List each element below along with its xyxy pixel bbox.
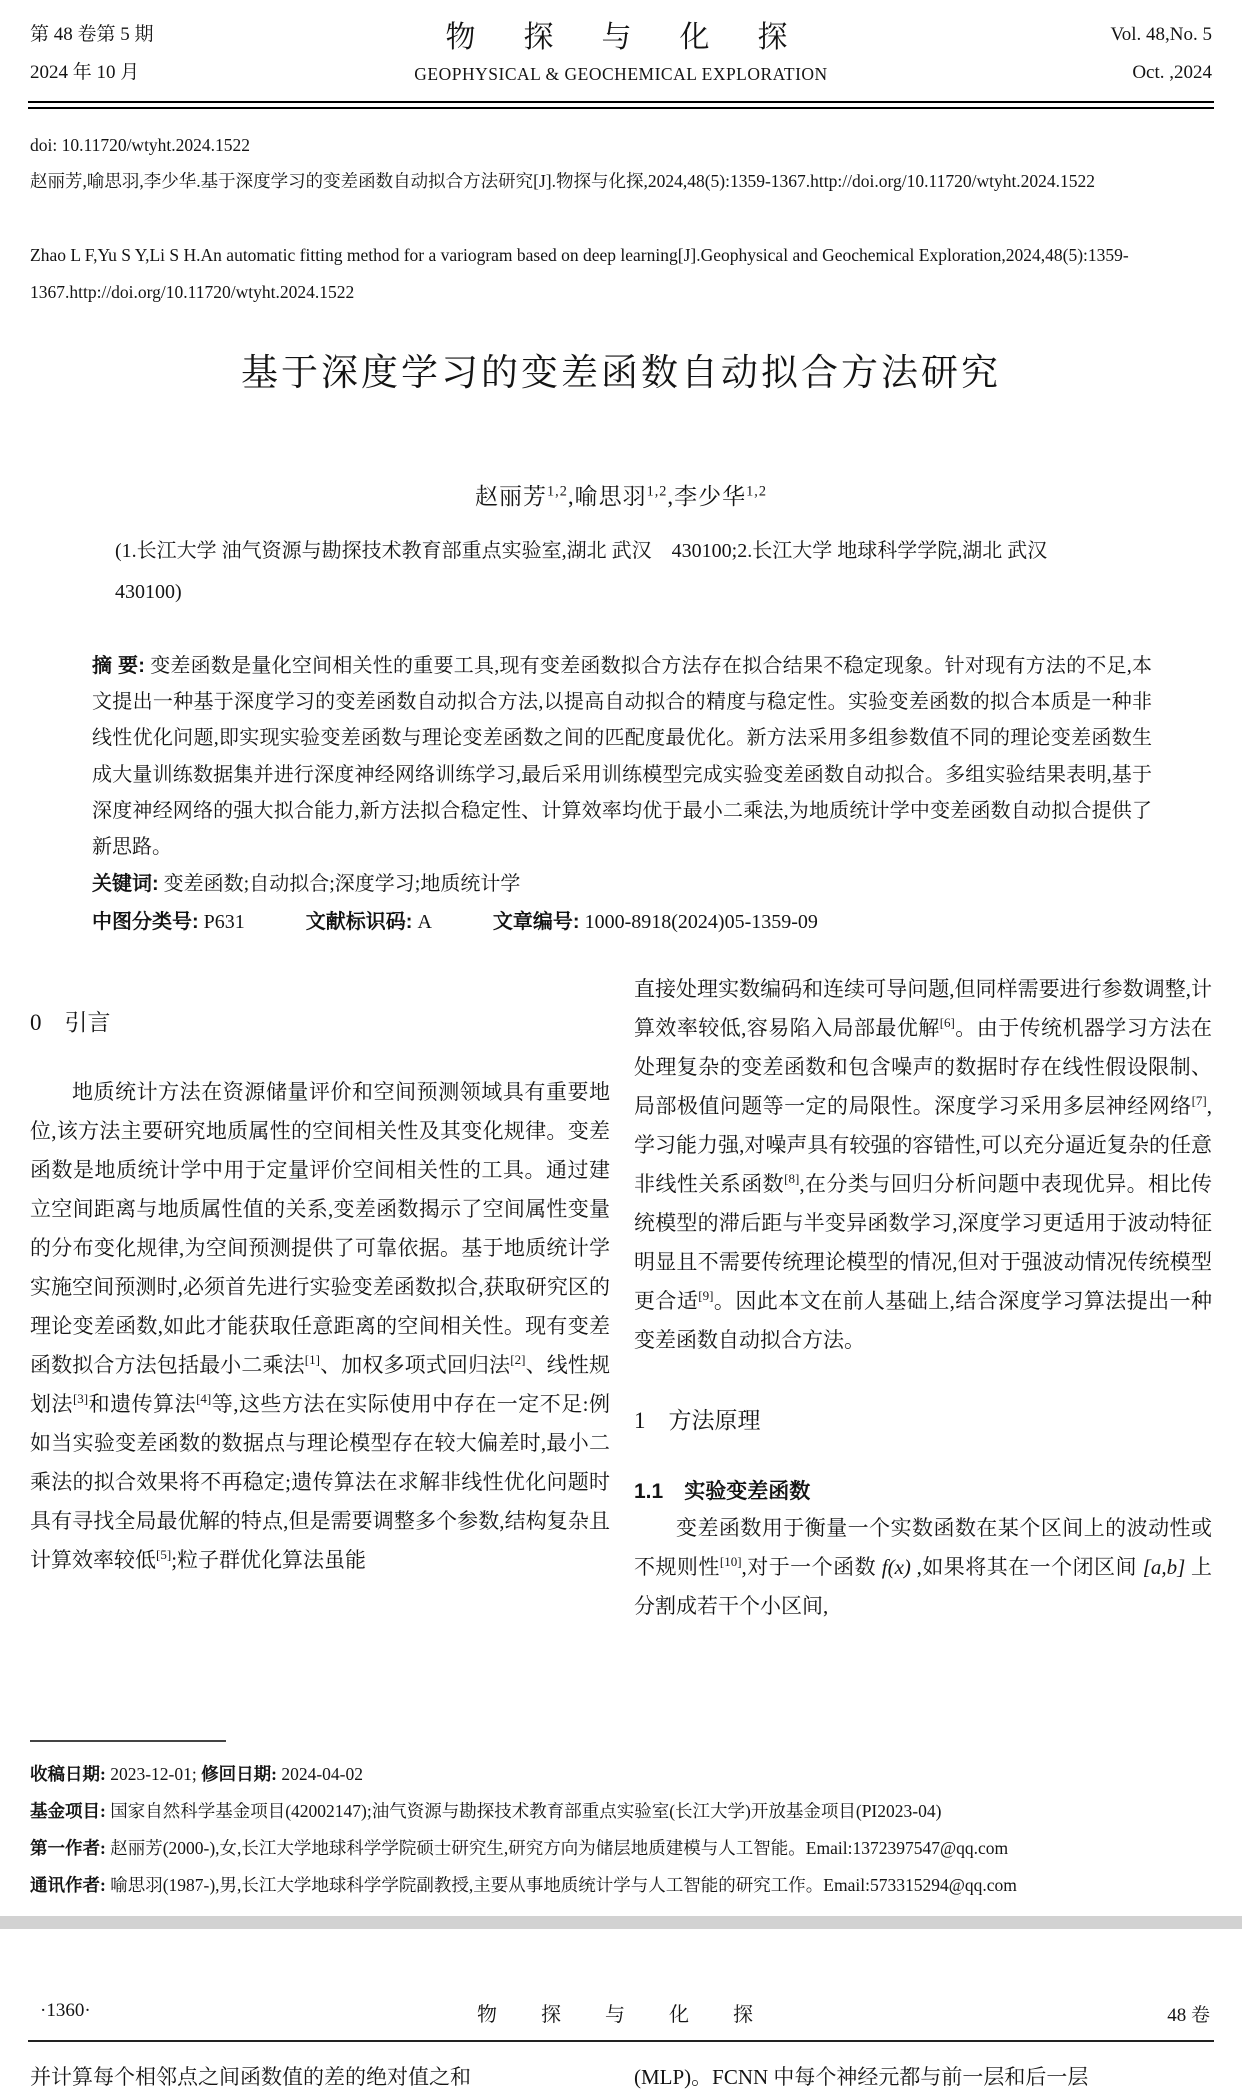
page-separator	[0, 1916, 1242, 1929]
masthead-vol-block	[1110, 16, 1212, 92]
doi-line: doi: 10.11720/wtyht.2024.1522	[30, 135, 251, 155]
citation-en: Zhao L F,Yu S Y,Li S H.An automatic fitting method for a variogram based on deep learning[J].Geophysical and Geochemical Exploration,2024,48(5):1359-1367.http://doi.org/10.11720/wtyht.2024.1522	[30, 245, 1129, 302]
intro-paragraph-continued: 直接处理实数编码和连续可导问题,但同样需要进行参数调整,计算效率较低,容易陷入局部最优解[6]。由于传统机器学习方法在处理复杂的变差函数和包含噪声的数据时存在线性假设限制、局部极值问题等一定的局限性。深度学习采用多层神经网络[7],学习能力强,对噪声具有较强的容错性,可以充分逼近复杂的任意非线性关系函数[8],在分类与回归分析问题中表现优异。相比传统模型的滞后距与半变异函数学习,深度学习更适用于波动特征明显且不需要传统理论模型的情况,但对于强波动情况传统模型更合适[9]。因此本文在前人基础上,结合深度学习算法提出一种变差函数自动拟合方法。	[634, 977, 1213, 1352]
clc-value: P631	[203, 911, 245, 933]
abstract-label: 摘 要:	[92, 655, 145, 677]
footnote-first-author: 第一作者: 赵丽芳(2000-),女,长江大学地球科学学院硕士研究生,研究方向为储层地质建模与人工智能。Email:1372397547@qq.com	[30, 1838, 1009, 1858]
article-id-label: 文章编号:	[492, 911, 580, 933]
page2-volume: 48 卷	[1167, 2005, 1210, 2026]
issue-date-cn: 2024 年 10 月	[30, 62, 140, 83]
citation-cn: 赵丽芳,喻思羽,李少华.基于深度学习的变差函数自动拟合方法研究[J].物探与化探,2024,48(5):1359-1367.http://doi.org/10.11720/wtyht.2024.1522	[30, 171, 1096, 191]
footnotes-block	[30, 1756, 1218, 1904]
issue-date-en: Oct. ,2024	[1132, 62, 1212, 83]
article-title: 基于深度学习的变差函数自动拟合方法研究	[241, 353, 1001, 394]
doc-code-value: A	[417, 911, 432, 933]
doc-code-pair	[306, 911, 432, 933]
footnote-received-date: 收稿日期: 2023-12-01; 修回日期: 2024-04-02	[30, 1764, 363, 1784]
issue-number: 第 48 卷第 5 期	[30, 24, 154, 45]
left-column	[30, 1004, 610, 1580]
affiliation: (1.长江大学 油气资源与勘探技术教育部重点实验室,湖北 武汉 430100;2.长江大学 地球科学学院,湖北 武汉 430100)	[115, 540, 1068, 603]
clc-label: 中图分类号:	[92, 911, 199, 933]
page2-left-partial-line: 并计算每个相邻点之间函数值的差的绝对值之和	[30, 2065, 471, 2089]
masthead-journal-block	[0, 12, 1242, 85]
journal-title-en: GEOPHYSICAL & GEOCHEMICAL EXPLORATION	[414, 64, 828, 84]
article-id-pair	[493, 911, 818, 933]
page2-journal-title: 物 探 与 化 探	[477, 2004, 765, 2026]
section-heading-0: 0 引言	[30, 1010, 111, 1035]
page2-head-rule	[28, 2040, 1214, 2042]
right-column	[634, 970, 1212, 1626]
method-paragraph: 变差函数用于衡量一个实数函数在某个区间上的波动性或不规则性[10],对于一个函数 f(x) ,如果将其在一个闭区间 [a,b] 上分割成若干个小区间,	[634, 1516, 1213, 1618]
section-heading-1: 1 方法原理	[634, 1408, 761, 1433]
page2-page-number: ·1360·	[40, 2000, 91, 2021]
journal-title-cn: 物 探 与 化 探	[445, 21, 797, 54]
section-heading-1-1: 1.1 实验变差函数	[634, 1480, 811, 1503]
footnote-rule	[30, 1740, 226, 1742]
page2-right-partial-line: (MLP)。FCNN 中每个神经元都与前一层和后一层	[634, 2065, 1089, 2089]
article-id-value: 1000-8918(2024)05-1359-09	[584, 911, 818, 933]
footnote-funding: 基金项目: 国家自然科学基金项目(42002147);油气资源与勘探技术教育部重点实验室(长江大学)开放基金项目(PI2023-04)	[30, 1801, 942, 1821]
abstract-text: 变差函数是量化空间相关性的重要工具,现有变差函数拟合方法存在拟合结果不稳定现象。针对现有方法的不足,本文提出一种基于深度学习的变差函数自动拟合方法,以提高自动拟合的精度与稳定性。实验变差函数的拟合本质是一种非线性优化问题,即实现实验变差函数与理论变差函数之间的匹配度最优化。新方法采用多组参数值不同的理论变差函数生成大量训练数据集并进行深度神经网络训练学习,最后采用训练模型完成实验变差函数自动拟合。多组实验结果表明,基于深度神经网络的强大拟合能力,新方法拟合稳定性、计算效率均优于最小二乘法,为地质统计学中变差函数自动拟合提供了新思路。	[92, 655, 1153, 859]
abstract-block	[92, 648, 1152, 865]
keywords-line	[92, 866, 1152, 902]
authors-line: 赵丽芳$^{1,2}$,喻思羽$^{1,2}$,李少华$^{1,2}$	[475, 483, 767, 509]
keywords-text: 变差函数;自动拟合;深度学习;地质统计学	[163, 873, 521, 895]
keywords-label: 关键词:	[92, 873, 159, 895]
volume-number-en: Vol. 48,No. 5	[1110, 24, 1212, 45]
intro-paragraph: 地质统计方法在资源储量评价和空间预测领域具有重要地位,该方法主要研究地质属性的空间相关性及其变化规律。变差函数是地质统计学中用于定量评价空间相关性的工具。通过建立空间距离与地质属性值的关系,变差函数揭示了空间属性变量的分布变化规律,为空间预测提供了可靠依据。基于地质统计学实施空间预测时,必须首先进行实验变差函数拟合,获取研究区的理论变差函数,如此才能获取任意距离的空间相关性。现有变差函数拟合方法包括最小二乘法[1]、加权多项式回归法[2]、线性规划法[3]和遗传算法[4]等,这些方法在实际使用中存在一定不足:例如当实验变差函数的数据点与理论模型存在较大偏差时,最小二乘法的拟合效果将不再稳定;遗传算法在求解非线性优化问题时具有寻找全局最优解的特点,但是需要调整多个参数,结构复杂且计算效率较低[5];粒子群优化算法虽能	[30, 1080, 611, 1572]
clc-pair	[92, 911, 245, 933]
masthead-double-rule	[28, 101, 1214, 109]
classification-line	[92, 904, 1152, 940]
doc-code-label: 文献标识码:	[305, 911, 413, 933]
footnote-corresponding-author: 通讯作者: 喻思羽(1987-),男,长江大学地球科学学院副教授,主要从事地质统计学与人工智能的研究工作。Email:573315294@qq.com	[30, 1875, 1017, 1895]
